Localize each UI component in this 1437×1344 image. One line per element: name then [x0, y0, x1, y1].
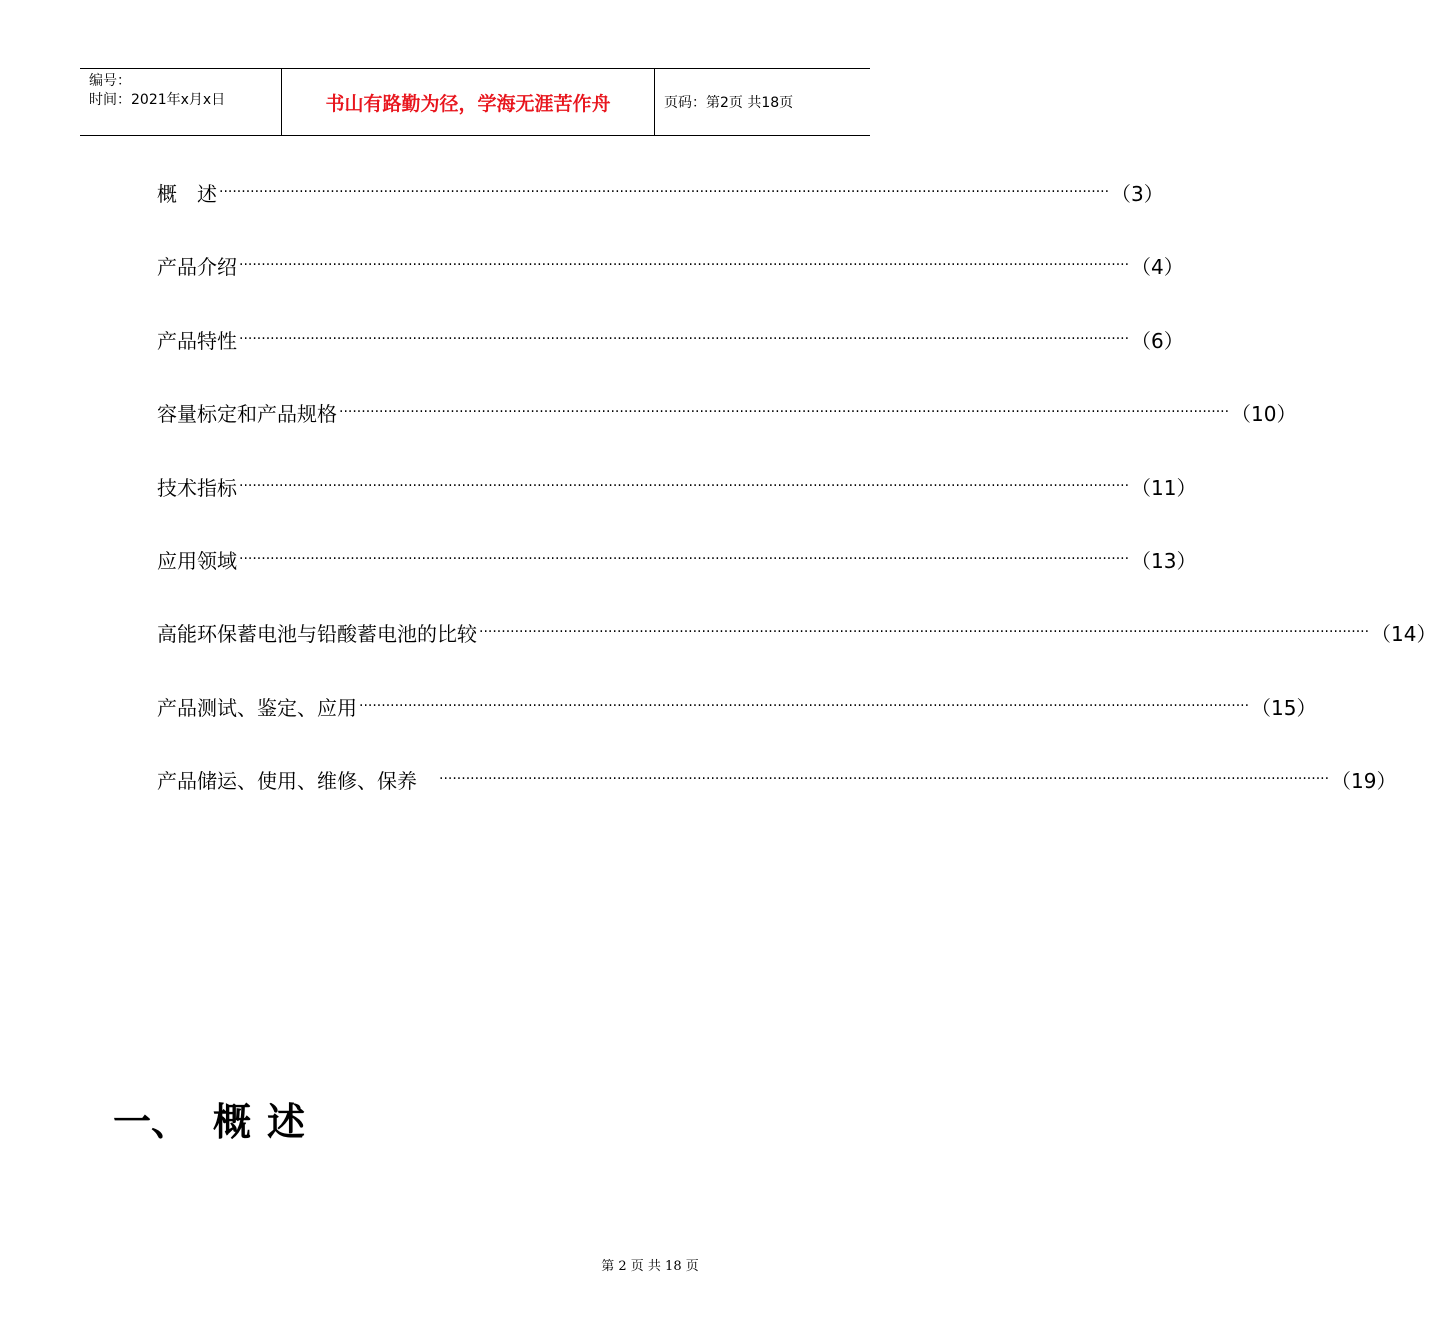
toc-entry-page: （10）: [1231, 401, 1297, 426]
toc-dot-leader: ········································································································································································································: [239, 551, 1130, 567]
header-motto: 书山有路勤为径，学海无涯苦作舟: [325, 93, 611, 115]
toc-entry-page: （13）: [1131, 548, 1197, 573]
toc-entry-title: 产品测试、鉴定、应用: [157, 695, 357, 720]
toc-entry-title: 产品储运、使用、维修、保养: [157, 768, 437, 793]
toc-entry-title: 产品特性: [157, 328, 237, 353]
toc-dot-leader: ········································································································································································································: [239, 257, 1130, 273]
header-page-info: 页码：第2页 共18页: [664, 95, 794, 111]
toc-dot-leader: ········································································································································································································: [219, 184, 1110, 200]
toc-dot-leader: ········································································································································································································: [239, 478, 1130, 494]
page-footer: 第 2 页 共 18 页: [601, 1259, 699, 1274]
toc-entry[interactable]: [157, 610, 1437, 654]
toc-entry-page: （4）: [1131, 254, 1184, 279]
toc-dot-leader: ········································································································································································································: [479, 624, 1370, 640]
toc-entry-page: （15）: [1251, 695, 1317, 720]
toc-entry-page: （3）: [1111, 181, 1164, 206]
toc-entry[interactable]: [157, 170, 1164, 214]
section-title: 概述: [213, 1100, 322, 1144]
header-meta-cell: [80, 69, 281, 135]
toc-dot-leader: ········································································································································································································: [339, 404, 1230, 420]
section-heading: [113, 1096, 321, 1148]
toc-entry[interactable]: [157, 243, 1184, 287]
toc-entry-title: 产品介绍: [157, 254, 237, 279]
toc-entry[interactable]: [157, 757, 1397, 801]
toc-entry-page: （6）: [1131, 328, 1184, 353]
header-motto-cell: [281, 69, 655, 135]
toc-entry-page: （19）: [1331, 768, 1397, 793]
document-number-label: 编号：: [89, 73, 131, 89]
toc-entry-title: 技术指标: [157, 475, 237, 500]
header-page-cell: [655, 69, 870, 135]
toc-entry-page: （11）: [1131, 475, 1197, 500]
toc-entry[interactable]: [157, 537, 1197, 581]
toc-entry[interactable]: [157, 684, 1317, 728]
toc-dot-leader: ········································································································································································································: [239, 331, 1130, 347]
toc-entry-title: 应用领域: [157, 548, 237, 573]
toc-entry-title: 高能环保蓄电池与铅酸蓄电池的比较: [157, 621, 477, 646]
toc-entry-title: 容量标定和产品规格: [157, 401, 337, 426]
document-date: 时间：2021年x月x日: [89, 92, 226, 108]
toc-dot-leader: ········································································································································································································: [439, 771, 1330, 787]
toc-entry-title: 概 述: [157, 181, 217, 206]
toc-entry[interactable]: [157, 390, 1297, 434]
toc-entry[interactable]: [157, 317, 1184, 361]
toc-dot-leader: ········································································································································································································: [359, 698, 1250, 714]
toc-entry-page: （14）: [1371, 621, 1437, 646]
section-number: 一、: [113, 1100, 190, 1144]
document-header: [80, 68, 870, 136]
toc-entry[interactable]: [157, 464, 1197, 508]
